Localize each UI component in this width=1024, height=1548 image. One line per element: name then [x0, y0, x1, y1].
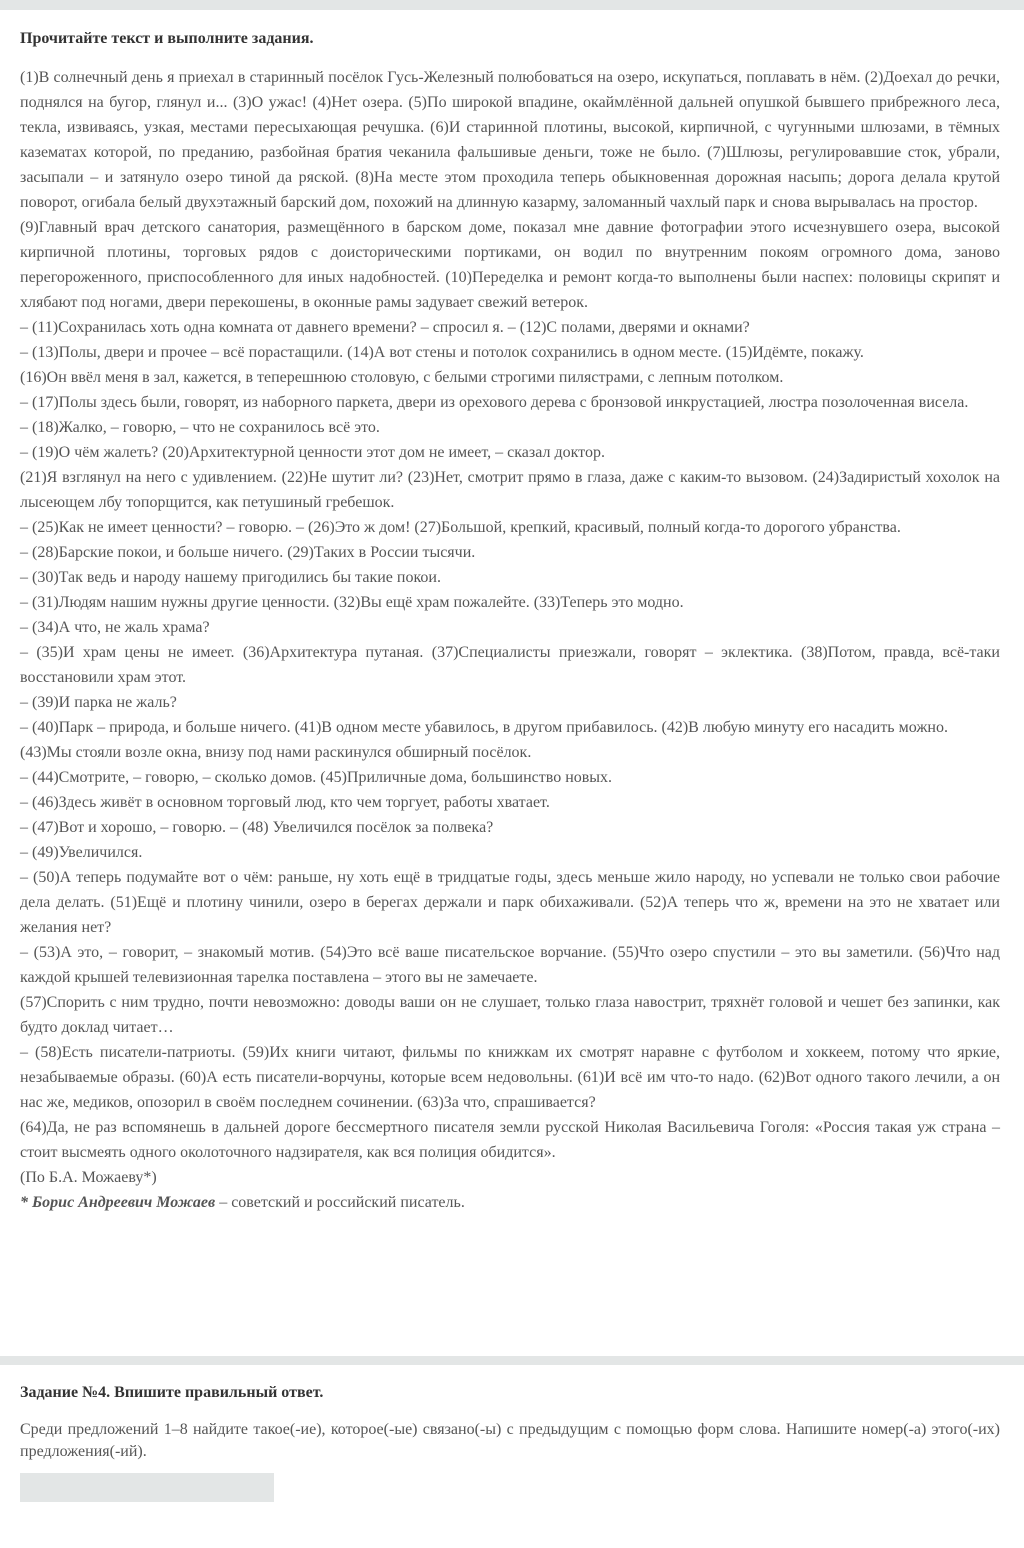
text-paragraph: – (47)Вот и хорошо, – говорю. – (48) Увеличился посёлок за полвека?	[20, 819, 494, 836]
text-paragraph: (64)Да, не раз вспомянешь в дальней дороге бессмертного писателя земли русской Николая Васильевича Гоголя: «Россия такая уж страна – стоит высмеять одного околоточного надзирателя, как вся полиция обидится».	[20, 1119, 1000, 1161]
task-text: Среди предложений 1–8 найдите такое(-ие), которое(-ые) связано(-ы) с предыдущим с помощью форм слова. Напишите номер(-а) этого(-их) предложения(-ий).	[20, 1421, 1000, 1460]
text-paragraph: (1)В солнечный день я приехал в старинный посёлок Гусь-Железный полюбоваться на озеро, искупаться, поплавать в нём. (2)Доехал до речки, поднялся на бугор, глянул и... (3)О ужас! (4)Нет озера. (5)По широкой впадине, окаймлённой дальней опушкой бывшего прибрежного леса, текла, извиваясь, узкая, местами пересыхающая речушка. (6)И старинной плотины, высокой, кирпичной, с чугунными шлюзами, в тёмных казематах которой, по преданию, разбойная братия чеканила фальшивые деньги, тоже не было. (7)Шлюзы, регулировавшие сток, убрали, засыпали – и затянуло озеро тиной да ряской. (8)На месте этом проходила теперь обыкновенная дорожная насыпь; дорога делала крутой поворот, огибала белый двухэтажный барский дом, похожий на длинную казарму, заломанный чахлый парк и снова вырывалась на простор.	[20, 69, 1000, 211]
text-paragraph: – (11)Сохранилась хоть одна комната от давнего времени? – спросил я. – (12)С полами, дверями и окнами?	[20, 319, 750, 336]
text-paragraph: (21)Я взглянул на него с удивлением. (22)Не шутит ли? (23)Нет, смотрит прямо в глаза, даже с каким-то вызовом. (24)Задиристый хохолок на лысеющем лбу топорщится, как петушиный гребешок.	[20, 469, 1000, 511]
answer-input[interactable]	[20, 1473, 274, 1502]
text-paragraph: – (50)А теперь подумайте вот о чём: раньше, ну хоть ещё в тридцатые годы, здесь меньше жило народу, но успевали не только свои рабочие дела делать. (51)Ещё и плотину чинили, озеро в берегах держали и парк обихаживали. (52)А теперь что ж, времени на это не хватает или желания нет?	[20, 869, 1000, 936]
reading-instruction: Прочитайте текст и выполните задания.	[20, 30, 314, 47]
source-attribution: (По Б.А. Можаеву*)	[20, 1169, 157, 1186]
text-paragraph: – (40)Парк – природа, и больше ничего. (41)В одном месте убавилось, в другом прибавилось. (42)В любую минуту его насадить можно.	[20, 719, 948, 736]
author-footnote	[20, 1190, 1000, 1215]
text-paragraph: – (25)Как не имеет ценности? – говорю. – (26)Это ж дом! (27)Большой, крепкий, красивый, полный когда-то дорогого убранства.	[20, 519, 901, 536]
text-paragraph: – (28)Барские покои, и больше ничего. (29)Таких в России тысячи.	[20, 544, 476, 561]
author-name: * Борис Андреевич Можаев	[20, 1194, 216, 1211]
text-paragraph: – (39)И парка не жаль?	[20, 694, 177, 711]
text-paragraph: – (53)А это, – говорит, – знакомый мотив. (54)Это всё ваше писательское ворчание. (55)Что озеро спустили – это вы заметили. (56)Что над каждой крышей телевизионная тарелка поставлена – этого вы не замечаете.	[20, 944, 1000, 986]
text-paragraph: – (44)Смотрите, – говорю, – сколько домов. (45)Приличные дома, большинство новых.	[20, 769, 613, 786]
task-section	[20, 1380, 1000, 1502]
section-divider	[0, 1356, 1024, 1365]
text-paragraph: (43)Мы стояли возле окна, внизу под нами раскинулся обширный посёлок.	[20, 744, 532, 761]
task-title: Задание №4. Впишите правильный ответ.	[20, 1384, 324, 1401]
text-paragraph: – (34)А что, не жаль храма?	[20, 619, 210, 636]
top-divider	[0, 0, 1024, 10]
text-paragraph: – (35)И храм цены не имеет. (36)Архитектура путаная. (37)Специалисты приезжали, говорят – эклектика. (38)Потом, правда, всё-таки восстановили храм этот.	[20, 644, 1000, 686]
reading-section	[20, 26, 1000, 1215]
text-paragraph: (9)Главный врач детского санатория, размещённого в барском доме, показал мне давние фотографии этого исчезнувшего озера, высокой кирпичной плотины, торговых рядов с доисторическими портиками, он водил по внутренним покоям огромного дома, заново перегороженного, приспособленного для иных надобностей. (10)Переделка и ремонт когда-то выполнены были наспех: половицы скрипят и хлябают под ногами, двери перекошены, в оконные рамы задувает свежий ветерок.	[20, 219, 1000, 311]
author-description: – советский и российский писатель.	[215, 1194, 465, 1211]
text-paragraph: (16)Он ввёл меня в зал, кажется, в теперешнюю столовую, с белыми строгими пилястрами, с лепным потолком.	[20, 369, 784, 386]
text-paragraph: – (49)Увеличился.	[20, 844, 143, 861]
text-paragraph: (57)Спорить с ним трудно, почти невозможно: доводы ваши он не слушает, только глаза навострит, тряхнёт головой и чешет без запинки, как будто доклад читает…	[20, 994, 1000, 1036]
text-body	[20, 65, 1000, 1215]
text-paragraph: – (46)Здесь живёт в основном торговый люд, кто чем торгует, работы хватает.	[20, 794, 550, 811]
text-paragraph: – (19)О чём жалеть? (20)Архитектурной ценности этот дом не имеет, – сказал доктор.	[20, 444, 605, 461]
text-paragraph: – (13)Полы, двери и прочее – всё порастащили. (14)А вот стены и потолок сохранились в одном месте. (15)Идёмте, покажу.	[20, 344, 864, 361]
text-paragraph: – (30)Так ведь и народу нашему пригодились бы такие покои.	[20, 569, 441, 586]
text-paragraph: – (18)Жалко, – говорю, – что не сохранилось всё это.	[20, 419, 380, 436]
text-paragraph: – (58)Есть писатели-патриоты. (59)Их книги читают, фильмы по книжкам их смотрят наравне с футболом и хоккеем, потому что яркие, незабываемые образы. (60)А есть писатели-ворчуны, которые всем недовольны. (61)И всё им что-то надо. (62)Вот одного такого лечили, а он нас же, медиков, опозорил в своём последнем сочинении. (63)За что, спрашивается?	[20, 1044, 1000, 1111]
text-paragraph: – (17)Полы здесь были, говорят, из наборного паркета, двери из орехового дерева с бронзовой инкрустацией, люстра позолоченная висела.	[20, 394, 969, 411]
text-paragraph: – (31)Людям нашим нужны другие ценности. (32)Вы ещё храм пожалейте. (33)Теперь это модно.	[20, 594, 684, 611]
